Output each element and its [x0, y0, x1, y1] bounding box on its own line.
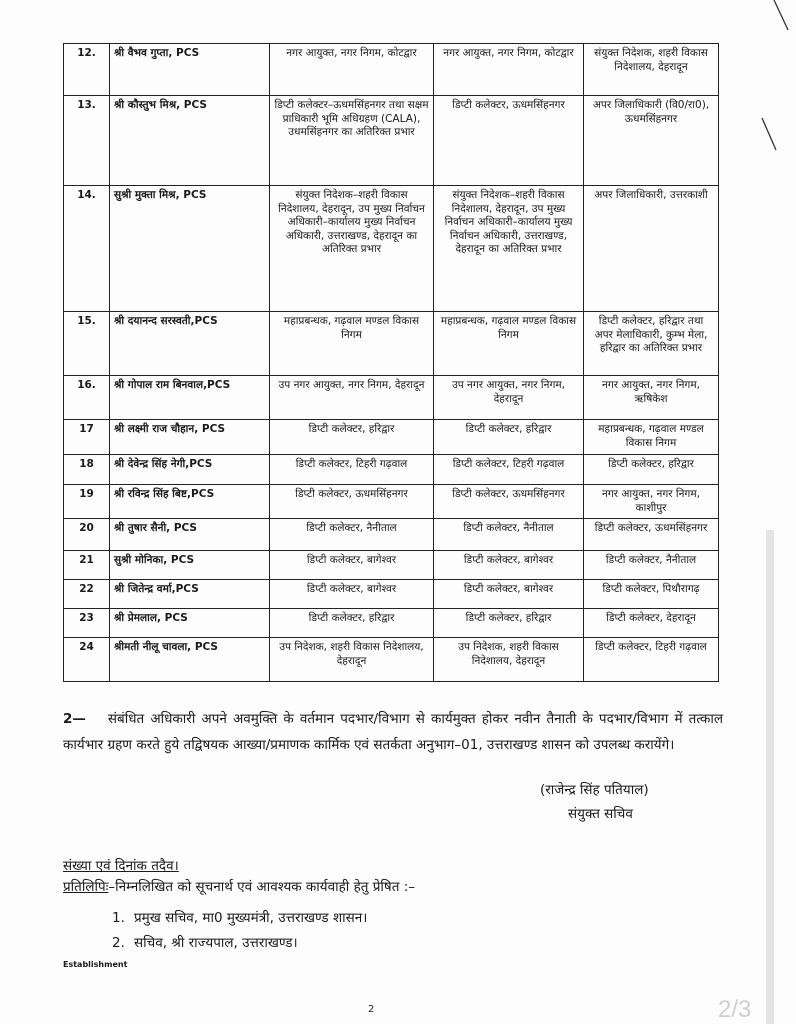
relieved-post-cell: डिप्टी कलेक्टर, ऊधमसिंहनगर [434, 96, 584, 186]
page-number: 2 [368, 1004, 375, 1015]
table-row [64, 455, 719, 485]
current-post-cell: संयुक्त निदेशक–शहरी विकास निदेशालय, देहरादून, उप मुख्य निर्वाचन अधिकारी–कार्यालय मुख्य निर्वाचन अधिकारी, उत्तराखण्ड, देहरादून का अतिरिक्त प्रभार [270, 186, 434, 312]
margin-pen-mark [760, 0, 796, 200]
copy-to-list [112, 906, 367, 956]
new-post-cell: नगर आयुक्त, नगर निगम, ऋषिकेश [584, 376, 719, 420]
officer-name-cell: श्री जितेन्द्र वर्मा,PCS [110, 580, 270, 609]
new-post-cell: डिप्टी कलेक्टर, हरिद्वार तथा अपर मेलाधिकारी, कुम्भ मेला, हरिद्वार का अतिरिक्त प्रभार [584, 312, 719, 376]
officer-name-cell: सुश्री मोनिका, PCS [110, 551, 270, 580]
officer-name-cell: श्री रविन्द्र सिंह बिष्ट,PCS [110, 485, 270, 519]
current-post-cell: नगर आयुक्त, नगर निगम, कोटद्वार [270, 44, 434, 96]
copy-to-label: प्रतिलिपिः [63, 879, 109, 895]
officer-name-cell: श्री प्रेमलाल, PCS [110, 609, 270, 638]
table-row [64, 485, 719, 519]
new-post-cell: डिप्टी कलेक्टर, हरिद्वार [584, 455, 719, 485]
relieved-post-cell: डिप्टी कलेक्टर, ऊधमसिंहनगर [434, 485, 584, 519]
new-post-cell: डिप्टी कलेक्टर, देहरादून [584, 609, 719, 638]
current-post-cell: डिप्टी कलेक्टर, हरिद्वार [270, 609, 434, 638]
serial-number-cell: 18 [64, 455, 110, 485]
relieved-post-cell: डिप्टी कलेक्टर, हरिद्वार [434, 420, 584, 455]
current-post-cell: उप निदेशक, शहरी विकास निदेशालय, देहरादून [270, 638, 434, 682]
paragraph-2 [63, 706, 723, 758]
officer-name-cell: श्रीमती नीलू चावला, PCS [110, 638, 270, 682]
new-post-cell: अपर जिलाधिकारी (वि0/रा0), ऊधमसिंहनगर [584, 96, 719, 186]
new-post-cell: डिप्टी कलेक्टर, पिथौरागढ़ [584, 580, 719, 609]
current-post-cell: महाप्रबन्धक, गढ़वाल मण्डल विकास निगम [270, 312, 434, 376]
new-post-cell: नगर आयुक्त, नगर निगम, काशीपुर [584, 485, 719, 519]
officer-name-cell: श्री कौस्तुभ मिश्र, PCS [110, 96, 270, 186]
serial-number-cell: 21 [64, 551, 110, 580]
serial-number-cell: 20 [64, 519, 110, 551]
current-post-cell: डिप्टी कलेक्टर, टिहरी गढ़वाल [270, 455, 434, 485]
signatory-name: (राजेन्द्र सिंह पतियाल) [540, 782, 649, 798]
relieved-post-cell: डिप्टी कलेक्टर, हरिद्वार [434, 609, 584, 638]
relieved-post-cell: उप निदेशक, शहरी विकास निदेशालय, देहरादून [434, 638, 584, 682]
table-row [64, 420, 719, 455]
current-post-cell: डिप्टी कलेक्टर, बागेश्वर [270, 551, 434, 580]
officer-name-cell: सुश्री मुक्ता मिश्र, PCS [110, 186, 270, 312]
relieved-post-cell: डिप्टी कलेक्टर, नैनीताल [434, 519, 584, 551]
paragraph-number: 2— [63, 711, 86, 727]
new-post-cell: डिप्टी कलेक्टर, नैनीताल [584, 551, 719, 580]
table-row [64, 609, 719, 638]
copy-to-text: –निम्नलिखित को सूचनार्थ एवं आवश्यक कार्यवाही हेतु प्रेषित :– [108, 879, 416, 895]
officer-name-cell: श्री तुषार सैनी, PCS [110, 519, 270, 551]
table-row [64, 312, 719, 376]
table-row [64, 519, 719, 551]
current-post-cell: डिप्टी कलेक्टर, हरिद्वार [270, 420, 434, 455]
new-post-cell: अपर जिलाधिकारी, उत्तरकाशी [584, 186, 719, 312]
serial-number-cell: 24 [64, 638, 110, 682]
table-row [64, 44, 719, 96]
page-counter: 2/3 [718, 996, 752, 1023]
new-post-cell: संयुक्त निदेशक, शहरी विकास निदेशालय, देहरादून [584, 44, 719, 96]
relieved-post-cell: डिप्टी कलेक्टर, बागेश्वर [434, 580, 584, 609]
current-post-cell: डिप्टी कलेक्टर, नैनीताल [270, 519, 434, 551]
current-post-cell: उप नगर आयुक्त, नगर निगम, देहरादून [270, 376, 434, 420]
current-post-cell: डिप्टी कलेक्टर, बागेश्वर [270, 580, 434, 609]
table-row [64, 638, 719, 682]
serial-number-cell: 16. [64, 376, 110, 420]
transfer-table [63, 43, 719, 682]
serial-number-cell: 19 [64, 485, 110, 519]
relieved-post-cell: महाप्रबन्धक, गढ़वाल मण्डल विकास निगम [434, 312, 584, 376]
new-post-cell: महाप्रबन्धक, गढ़वाल मण्डल विकास निगम [584, 420, 719, 455]
relieved-post-cell: डिप्टी कलेक्टर, टिहरी गढ़वाल [434, 455, 584, 485]
officer-name-cell: श्री देवेन्द्र सिंह नेगी,PCS [110, 455, 270, 485]
copy-to-item-text: प्रमुख सचिव, मा0 मुख्यमंत्री, उत्तराखण्ड शासन। [134, 910, 368, 926]
relieved-post-cell: डिप्टी कलेक्टर, बागेश्वर [434, 551, 584, 580]
establishment-label: Establishment [63, 960, 128, 969]
officer-name-cell: श्री लक्ष्मी राज चौहान, PCS [110, 420, 270, 455]
table-row [64, 186, 719, 312]
officer-name-cell: श्री दयानन्द सरस्वती,PCS [110, 312, 270, 376]
serial-number-cell: 14. [64, 186, 110, 312]
officer-name-cell: श्री वैभव गुप्ता, PCS [110, 44, 270, 96]
relieved-post-cell: नगर आयुक्त, नगर निगम, कोटद्वार [434, 44, 584, 96]
serial-number-cell: 15. [64, 312, 110, 376]
table-row [64, 96, 719, 186]
copy-to-item-number: 2. [112, 935, 125, 951]
current-post-cell: डिप्टी कलेक्टर, ऊधमसिंहनगर [270, 485, 434, 519]
serial-number-cell: 23 [64, 609, 110, 638]
table-row [64, 580, 719, 609]
current-post-cell: डिप्टी कलेक्टर–ऊधमसिंहनगर तथा सक्षम प्राधिकारी भूमि अधिग्रहण (CALA), उधमसिंहनगर का अतिरिक्त प्रभार [270, 96, 434, 186]
copy-to-item [112, 906, 367, 931]
copy-to-line [63, 877, 415, 895]
table-row [64, 376, 719, 420]
reference-line: संख्या एवं दिनांक तदैव। [63, 858, 179, 874]
transfer-table-body [64, 44, 719, 682]
serial-number-cell: 12. [64, 44, 110, 96]
copy-to-item-number: 1. [112, 910, 125, 926]
serial-number-cell: 22 [64, 580, 110, 609]
relieved-post-cell: उप नगर आयुक्त, नगर निगम, देहरादून [434, 376, 584, 420]
copy-to-item-text: सचिव, श्री राज्यपाल, उत्तराखण्ड। [134, 935, 298, 951]
copy-to-item [112, 931, 367, 956]
table-row [64, 551, 719, 580]
relieved-post-cell: संयुक्त निदेशक–शहरी विकास निदेशालय, देहरादून, उप मुख्य निर्वाचन अधिकारी–कार्यालय मुख्य निर्वाचन अधिकारी, उत्तराखण्ड, देहरादून का अतिरिक्त प्रभार [434, 186, 584, 312]
new-post-cell: डिप्टी कलेक्टर, ऊधमसिंहनगर [584, 519, 719, 551]
serial-number-cell: 13. [64, 96, 110, 186]
scroll-edge-shadow [766, 530, 774, 1024]
new-post-cell: डिप्टी कलेक्टर, टिहरी गढ़वाल [584, 638, 719, 682]
paragraph-text: संबंधित अधिकारी अपने अवमुक्ति के वर्तमान पदभार/विभाग से कार्यमुक्त होकर नवीन तैनाती के पदभार/विभाग में तत्काल कार्यभार ग्रहण करते हुये तद्विषयक आख्या/प्रमाणक कार्मिक एवं सतर्कता अनुभाग–01, उत्तराखण्ड शासन को उपलब्ध करायेंगे। [63, 711, 723, 753]
serial-number-cell: 17 [64, 420, 110, 455]
officer-name-cell: श्री गोपाल राम बिनवाल,PCS [110, 376, 270, 420]
signatory-designation: संयुक्त सचिव [568, 806, 633, 822]
